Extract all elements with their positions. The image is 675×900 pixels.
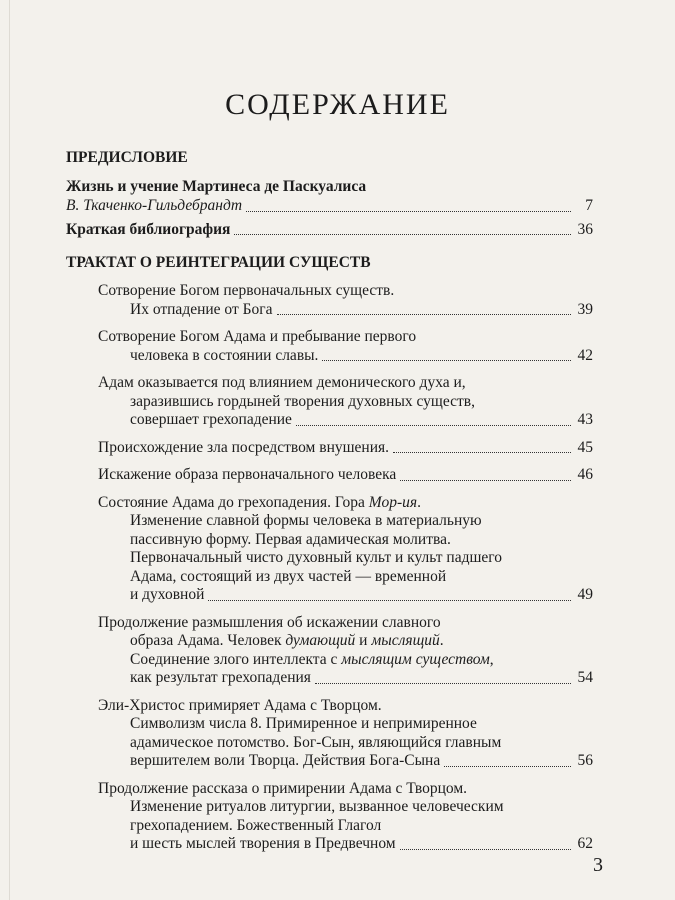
toc-entry-2[interactable] <box>66 328 593 365</box>
toc-entry-4[interactable] <box>66 439 593 458</box>
toc-entry-text: Искажение образа первоначального человека <box>98 466 397 483</box>
toc-page-number: 62 <box>577 835 593 852</box>
toc-page-number: 45 <box>577 438 593 456</box>
text-run: , <box>489 650 494 668</box>
leader-dots <box>208 596 571 601</box>
leader-dots <box>444 762 571 767</box>
toc-entry-3[interactable] <box>66 374 593 430</box>
toc-line-last <box>66 301 593 320</box>
text-run-italic: мыслящий <box>371 632 440 649</box>
text-run: Состояние Адама до грехопадения. Гора <box>98 493 369 511</box>
page-title: СОДЕРЖАНИЕ <box>225 88 450 122</box>
toc-line-last <box>66 835 593 854</box>
toc-line-last <box>66 669 593 688</box>
leader-dots <box>246 207 571 212</box>
toc-entry-text: совершает грехопадение <box>130 411 292 428</box>
toc-line: Первоначальный чисто духовный культ и культ падшего <box>130 549 502 566</box>
toc-entry-7[interactable] <box>66 614 593 688</box>
leader-dots <box>277 310 571 315</box>
toc-line-last <box>66 439 593 458</box>
toc-page-number: 56 <box>577 752 593 769</box>
toc-page-number: 49 <box>577 586 593 603</box>
table-of-contents <box>66 148 593 854</box>
toc-entry-5[interactable] <box>66 466 593 485</box>
preface-subheading: Жизнь и учение Мартинеса де Паскуалиса <box>66 178 367 195</box>
leader-dots <box>315 679 571 684</box>
toc-line: пассивную форму. Первая адамическая молитва. <box>130 530 451 548</box>
toc-entry-1[interactable] <box>66 282 593 319</box>
text-run: образа Адама. Человек <box>130 632 286 649</box>
toc-line: грехопадением. Божественный Глагол <box>130 816 382 834</box>
toc-line-last <box>66 411 593 430</box>
toc-page-number: 7 <box>585 197 593 214</box>
toc-entry-text: Краткая библиография <box>66 220 231 238</box>
text-run: Соединение злого интеллекта с <box>130 650 342 668</box>
page-margin-shadow <box>9 0 10 900</box>
toc-line: Сотворение Богом Адама и пребывание первого <box>98 328 417 345</box>
toc-line-last <box>66 586 593 605</box>
toc-page-number: 54 <box>577 669 593 686</box>
toc-line: заразившись гордыней творения духовных существ, <box>130 392 475 410</box>
page-number: 3 <box>593 854 603 876</box>
toc-line <box>66 494 593 513</box>
text-run-italic: мыслящим существом <box>341 650 490 668</box>
toc-line: адамическое потомство. Бог-Сын, являющийся главным <box>130 733 502 751</box>
toc-entry-text: и духовной <box>130 586 205 603</box>
treatise-heading: ТРАКТАТ О РЕИНТЕГРАЦИИ СУЩЕСТВ <box>66 254 371 271</box>
text-run: . <box>417 493 421 511</box>
toc-line <box>66 632 593 651</box>
leader-dots <box>400 476 571 481</box>
toc-line: Изменение ритуалов литургии, вызванное человеческим <box>130 798 504 815</box>
toc-entry-text: и шесть мыслей творения в Предвечном <box>130 835 396 852</box>
toc-line: Изменение славной формы человека в материальную <box>130 512 482 529</box>
leader-dots <box>322 356 571 361</box>
toc-entry-text: Происхождение зла посредством внушения. <box>98 438 390 456</box>
leader-dots <box>296 421 571 426</box>
toc-entry-text: Их отпадение от Бога <box>130 300 273 318</box>
text-run: и <box>355 632 372 649</box>
toc-line: Символизм числа 8. Примиренное и непримиренное <box>130 715 477 732</box>
toc-entry-text: В. Ткаченко-Гильдебрандт <box>66 197 243 214</box>
text-run-italic: думающий <box>285 632 356 649</box>
text-run-italic: Мор-ия <box>368 493 418 511</box>
toc-entry-6[interactable] <box>66 494 593 605</box>
toc-entry-text: как результат грехопадения <box>130 669 311 686</box>
toc-page-number: 46 <box>577 466 593 483</box>
toc-entry-text: человека в состоянии славы. <box>130 346 319 364</box>
toc-entry-9[interactable] <box>66 780 593 854</box>
toc-entry-bibliography[interactable] <box>66 221 593 240</box>
toc-line: Продолжение размышления об искажении славного <box>98 613 441 631</box>
toc-line: Продолжение рассказа о примирении Адама с Творцом. <box>98 779 468 797</box>
toc-page-number: 43 <box>577 411 593 428</box>
leader-dots <box>400 845 571 850</box>
preface-heading: ПРЕДИСЛОВИЕ <box>66 149 188 166</box>
toc-page-number: 39 <box>577 300 593 318</box>
toc-page-number: 42 <box>577 346 593 364</box>
toc-entry-text: вершителем воли Творца. Действия Бога-Сына <box>130 752 441 769</box>
toc-entry-author[interactable] <box>66 197 593 216</box>
toc-line: Сотворение Богом первоначальных существ. <box>98 282 395 299</box>
toc-line-last <box>66 752 593 771</box>
toc-line: Адама, состоящий из двух частей — временной <box>130 567 447 585</box>
leader-dots <box>393 448 571 453</box>
toc-line: Адам оказывается под влиянием демонического духа и, <box>98 374 466 391</box>
toc-line: Эли-Христос примиряет Адама с Творцом. <box>98 696 382 714</box>
toc-line-last <box>66 347 593 366</box>
toc-page-number: 36 <box>577 220 593 238</box>
text-run: . <box>439 632 444 649</box>
leader-dots <box>234 230 571 235</box>
toc-line-last <box>66 466 593 485</box>
toc-entry-8[interactable] <box>66 697 593 771</box>
toc-line <box>66 651 593 670</box>
